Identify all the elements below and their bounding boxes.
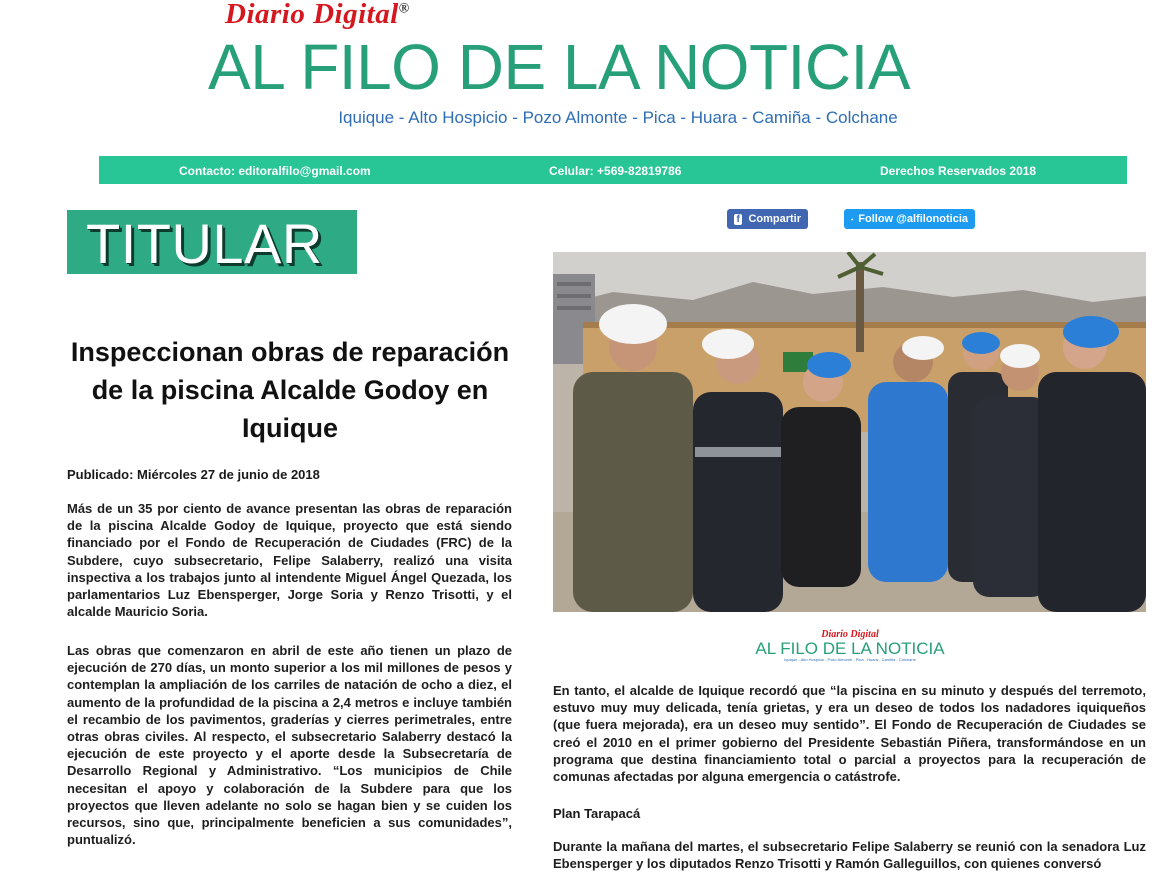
- watermark-logo-places: Iquique - Alto Hospicio - Pozo Almonte - Pica - Huara - Camiña - Colchane: [784, 657, 916, 662]
- article-subheading: Plan Tarapacá: [553, 806, 641, 821]
- registered-mark: ®: [398, 1, 410, 17]
- info-bar: [99, 156, 1127, 184]
- twitter-follow-button[interactable]: [844, 209, 975, 229]
- facebook-share-label: Compartir: [748, 213, 801, 225]
- rights-notice: Derechos Reservados 2018: [880, 164, 1037, 178]
- coverage-places: Iquique - Alto Hospicio - Pozo Almonte - Pica - Huara - Camiña - Colchane: [338, 108, 898, 127]
- brand-subtitle-text: Diario Digital: [225, 0, 399, 30]
- twitter-bird-icon: [851, 214, 853, 225]
- article-headline: Inspeccionan obras de reparación de la piscina Alcalde Godoy en Iquique: [70, 337, 510, 443]
- twitter-follow-label: Follow @alfilonoticia: [858, 213, 968, 225]
- contact-email[interactable]: Contacto: editoralfilo@gmail.com: [179, 164, 371, 178]
- watermark-logo: [700, 630, 1000, 663]
- article-paragraph-4: Durante la mañana del martes, el subsecretario Felipe Salaberry se reunió con la senadora Luz Ebensperger y los diputados Renzo Trisotti y Ramón Galleguillos, con quienes conversó: [553, 839, 1146, 872]
- facebook-share-button[interactable]: [727, 209, 808, 229]
- publish-date: Publicado: Miércoles 27 de junio de 2018: [67, 467, 320, 482]
- article-paragraph-2: Las obras que comenzaron en abril de este año tienen un plazo de ejecución de 270 días, un monto superior a los mil millones de pesos y contemplan la ampliación de los carriles de natación de ocho a diez, el aumento de la profundidad de la piscina a 2,4 metros e incluye también el recambio de los pavimentos, graderías y cierres perimetrales, entre otras obras civiles. Al respecto, el subsecretario Salaberry destacó la ejecución de este proyecto y el aporte desde la Subsecretaría de Desarrollo Regional y Administrativo. “Los municipios de Chile necesitan el apoyo y colaboración de la Subdere para que los proyectos que lleven adelante no solo se hagan bien y se cuiden los recursos, sino que, principalmente beneficien a sus comunidades”, puntualizó.: [67, 643, 512, 848]
- watermark-logo-title: AL FILO DE LA NOTICIA: [755, 639, 945, 658]
- brand-subtitle: [225, 0, 410, 31]
- site-title[interactable]: AL FILO DE LA NOTICIA: [208, 31, 910, 103]
- photo-illustration: [553, 252, 1146, 612]
- article-photo: [553, 252, 1146, 612]
- facebook-icon: f: [734, 214, 742, 225]
- watermark-logo-subtitle: Diario Digital: [821, 629, 879, 640]
- article-paragraph-3: En tanto, el alcalde de Iquique recordó que “la piscina en su minuto y después del terremoto, estuvo muy muy delicada, tenía grietas, y era un deseo de todos los nadadores iquiqueños (que fuera mejorada), era un deseo muy sentido”. El Fondo de Recuperación de Ciudades se creó el 2010 en el primer gobierno del Presidente Sebastián Piñera, transformándose en un programa que destina financiamiento total o parcial a proyectos para la recuperación de comunas afectadas por alguna emergencia o catástrofe.: [553, 683, 1146, 785]
- contact-phone: Celular: +569-82819786: [549, 164, 682, 178]
- section-label: [67, 210, 357, 274]
- section-label-text: TITULAR: [86, 212, 323, 275]
- article-paragraph-1: Más de un 35 por ciento de avance presentan las obras de reparación de la piscina Alcalde Godoy de Iquique, proyecto que está siendo financiado por el Fondo de Recuperación de Ciudades (FRC) de la Subdere, cuyo subsecretario, Felipe Salaberry, realizó una visita inspectiva a los trabajos junto al intendente Miguel Ángel Quezada, los parlamentarios Luz Ebensperger, Jorge Soria y Renzo Trisotti, y el alcalde Mauricio Soria.: [67, 501, 512, 620]
